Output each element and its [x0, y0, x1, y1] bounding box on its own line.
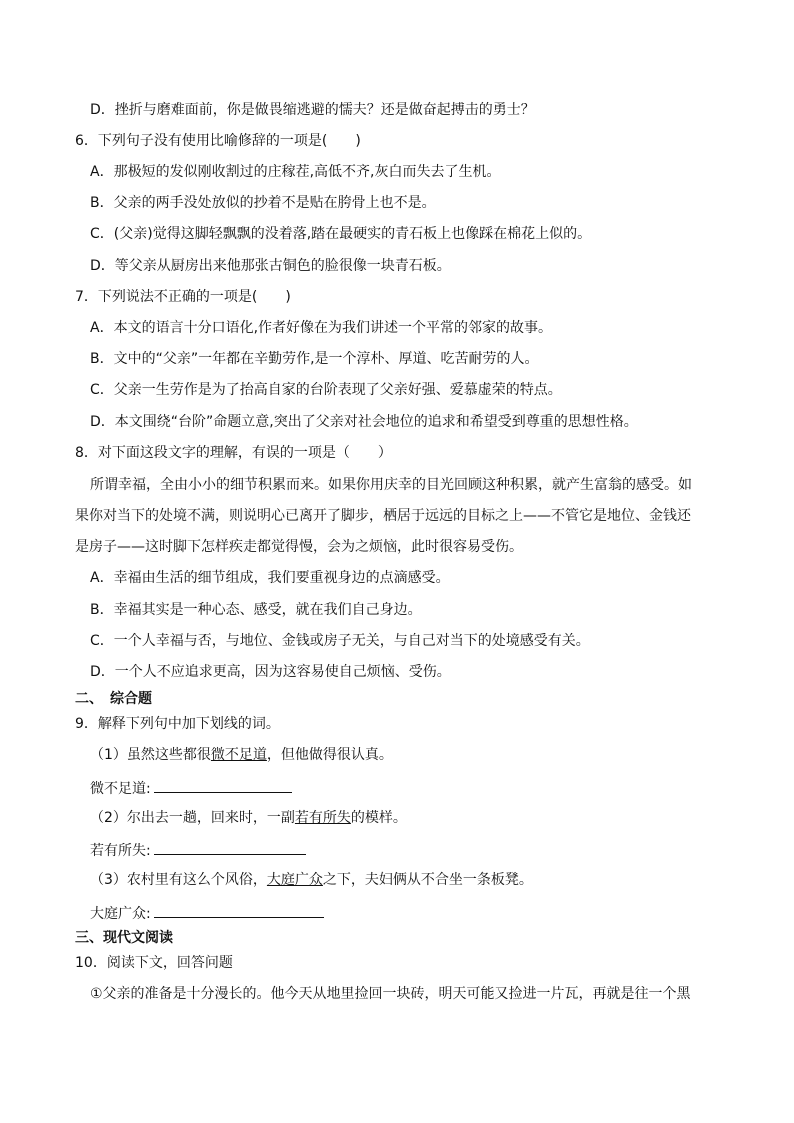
q7-option-d: D．本文围绕“台阶”命题立意,突出了父亲对社会地位的追求和希望受到尊重的思想性格。	[90, 414, 638, 430]
q7-option-b: B．文中的“父亲”一年都在辛勤劳作,是一个淳朴、厚道、吃苦耐劳的人。	[90, 351, 539, 367]
question-7: 7．下列说法不正确的一项是( )	[75, 289, 291, 305]
question-6: 6．下列句子没有使用比喻修辞的一项是( )	[75, 133, 361, 149]
q9-answer-2-blank[interactable]	[154, 839, 306, 855]
q9-item-2-underlined-word: 若有所失	[294, 810, 351, 826]
question-9: 9．解释下列句中加下划线的词。	[75, 716, 280, 732]
q9-item-3-underlined-word: 大庭广众	[266, 872, 323, 888]
q9-answer-3-label: 大庭广众:	[90, 906, 151, 922]
q6-option-b: B．父亲的两手没处放似的抄着不是贴在胯骨上也不是。	[90, 195, 436, 211]
q8-option-a: A．幸福由生活的细节组成，我们要重视身边的点滴感受。	[90, 570, 450, 586]
section-3-heading: 三、现代文阅读	[75, 930, 173, 946]
q8-option-d: D．一个人不应追求更高，因为这容易使自己烦恼、受伤。	[90, 664, 451, 680]
q9-answer-3	[90, 902, 324, 924]
q8-passage-line-1: 所谓幸福，全由小小的细节积累而来。如果你用庆幸的目光回顾这种积累，就产生富翁的感受。如	[90, 477, 692, 493]
q9-item-1-post: ，但他做得很认真。	[266, 747, 393, 763]
q6-option-c: C．(父亲)觉得这脚轻飘飘的没着落,踏在最硬实的青石板上也像踩在棉花上似的。	[90, 226, 592, 242]
q9-item-3	[90, 870, 533, 890]
q9-item-2-pre: （2）尔出去一趟，回来时，一副	[90, 810, 295, 826]
q9-answer-1-label: 微不足道:	[90, 781, 151, 797]
q9-item-1	[90, 745, 393, 765]
q9-answer-2-label: 若有所失:	[90, 843, 151, 859]
q9-item-1-underlined-word: 微不足道	[210, 747, 267, 763]
section-2-heading: 二、 综合题	[75, 691, 152, 707]
question-10: 10．阅读下文，回答问题	[75, 955, 233, 971]
q9-item-1-pre: （1）虽然这些都很	[90, 747, 211, 763]
q8-option-b: B．幸福其实是一种心态、感受，就在我们自己身边。	[90, 602, 422, 618]
q9-item-2	[90, 808, 407, 828]
q8-passage-line-2: 果你对当下的处境不满，则说明心已离开了脚步，栖居于远远的目标之上——不管它是地位、金钱还	[75, 508, 691, 524]
q9-answer-1	[90, 777, 292, 799]
q7-option-c: C．父亲一生劳作是为了抬高自家的台阶表现了父亲好强、爱慕虚荣的特点。	[90, 382, 562, 398]
q9-answer-3-blank[interactable]	[154, 902, 324, 918]
q6-option-d: D．等父亲从厨房出来他那张古铜色的脸很像一块青石板。	[90, 258, 451, 274]
q9-item-3-pre: （3）农村里有这么个风俗，	[90, 872, 267, 888]
q9-item-2-post: 的模样。	[350, 810, 407, 826]
q10-passage-line-1: ①父亲的准备是十分漫长的。他今天从地里捡回一块砖，明天可能又捡进一片瓦，再就是往一个黑	[90, 986, 691, 1002]
q9-answer-2	[90, 839, 306, 861]
q9-item-3-post: 之下，夫妇俩从不合坐一条板凳。	[322, 872, 533, 888]
q9-answer-1-blank[interactable]	[154, 777, 292, 793]
q8-option-c: C．一个人幸福与否，与地位、金钱或房子无关，与自己对当下的处境感受有关。	[90, 633, 590, 649]
question-8: 8．对下面这段文字的理解，有误的一项是（ ）	[75, 445, 392, 461]
q6-option-a: A．那极短的发似刚收割过的庄稼茬,高低不齐,灰白而失去了生机。	[90, 164, 501, 180]
q8-passage-line-3: 是房子——这时脚下怎样疾走都觉得慢，会为之烦恼，此时很容易受伤。	[75, 539, 523, 555]
q7-option-a: A．本文的语言十分口语化,作者好像在为我们讲述一个平常的邻家的故事。	[90, 320, 553, 336]
q5-option-d: D．挫折与磨难面前，你是做畏缩逃避的懦夫？还是做奋起搏击的勇士？	[90, 102, 535, 118]
